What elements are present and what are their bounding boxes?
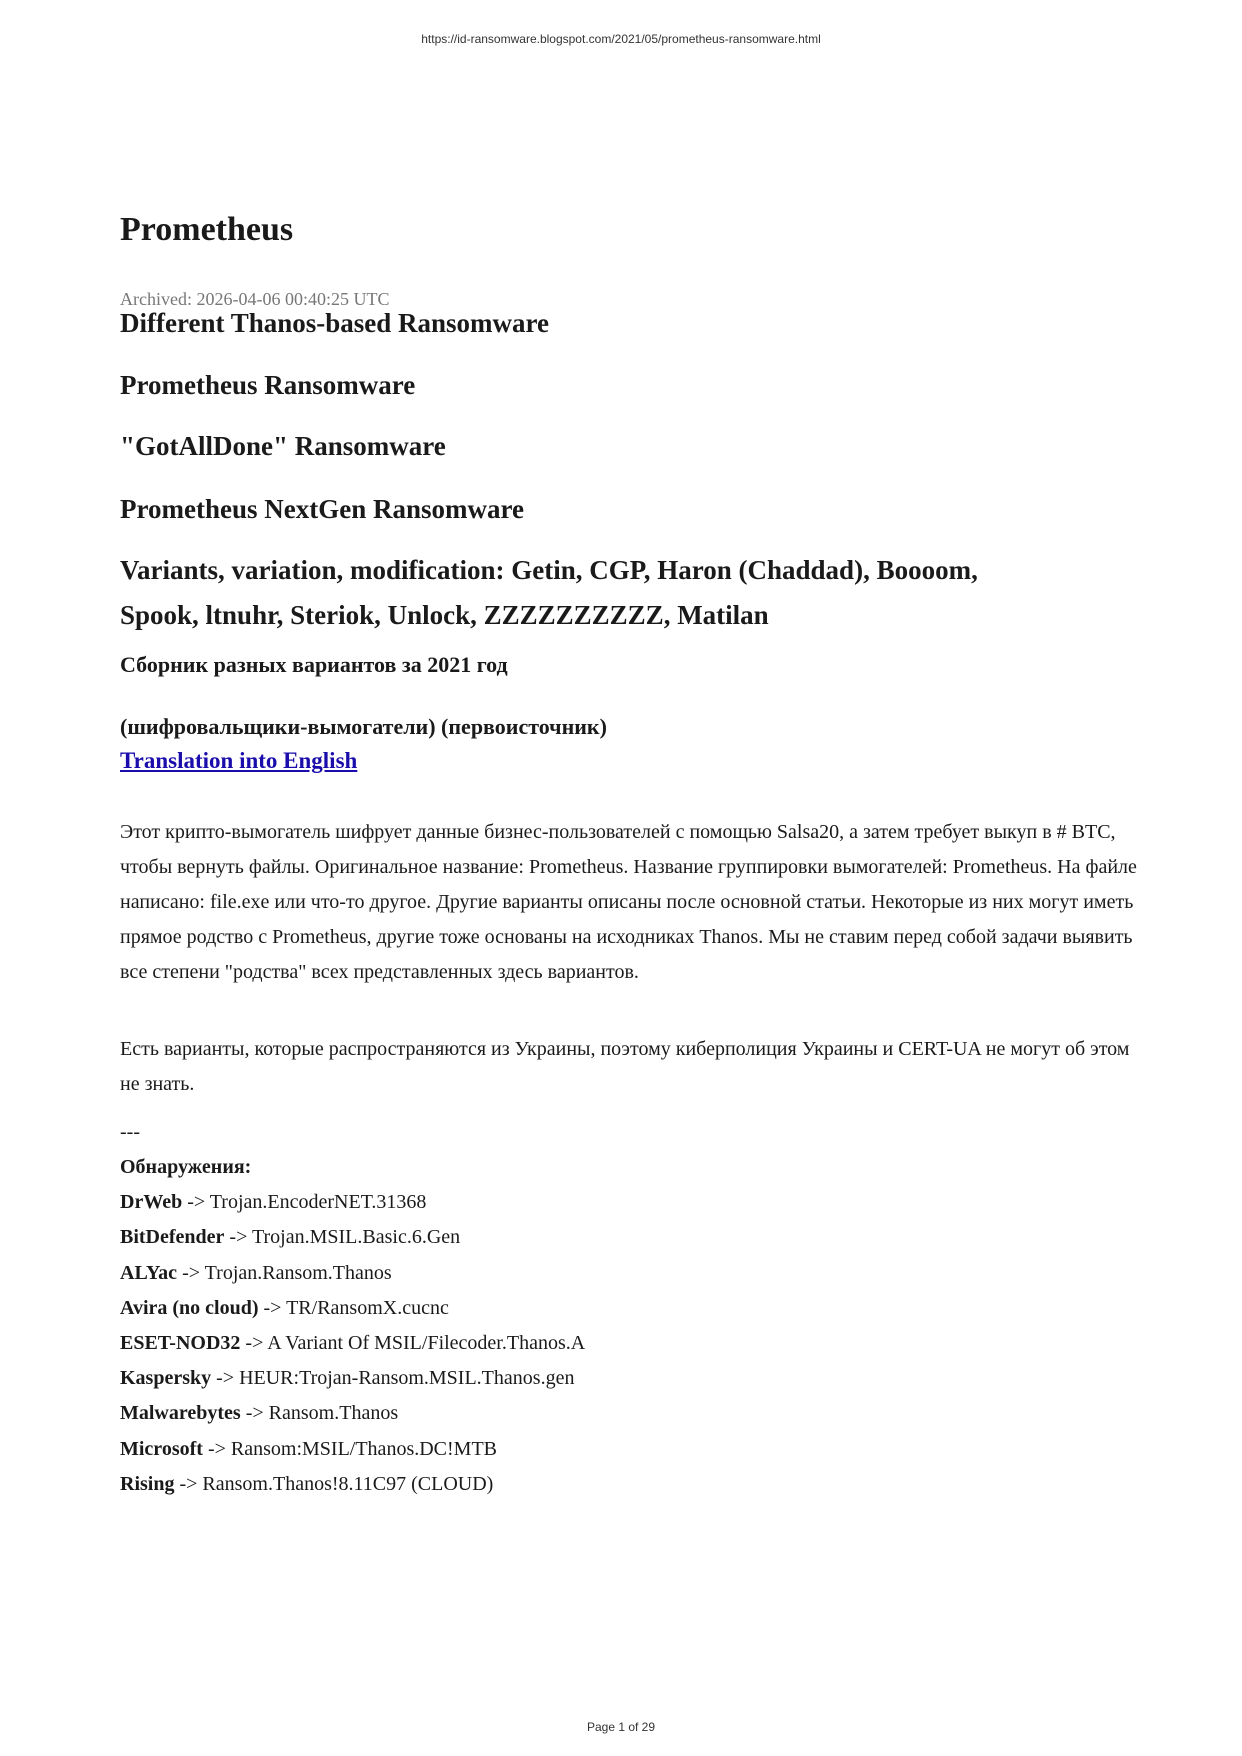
detection-arrow: -> xyxy=(177,1261,205,1284)
detection-result: Trojan.EncoderNET.31368 xyxy=(209,1191,427,1214)
detection-row xyxy=(120,1432,585,1467)
detection-arrow: -> xyxy=(182,1191,210,1214)
detection-row xyxy=(120,1185,585,1220)
detection-engine: ESET-NOD32 xyxy=(120,1332,241,1355)
detection-result: Ransom.Thanos!8.11C97 (CLOUD) xyxy=(202,1472,494,1495)
detection-row xyxy=(120,1256,585,1291)
detection-engine: Kaspersky xyxy=(120,1367,212,1390)
detection-arrow: -> xyxy=(224,1226,252,1249)
detection-result: Ransom.Thanos xyxy=(268,1402,399,1425)
detection-engine: Malwarebytes xyxy=(120,1402,241,1425)
heading-thanos-based: Different Thanos-based Ransomware xyxy=(120,308,550,338)
heading-gotalldone: "GotAllDone" Ransomware xyxy=(120,431,446,461)
ukraine-paragraph: Есть варианты, которые распространяются из Украины, поэтому киберполиция Украины и CERT-UA не могут об этом не знать. xyxy=(120,1038,1130,1095)
detection-result: Trojan.MSIL.Basic.6.Gen xyxy=(252,1226,461,1249)
detection-arrow: -> xyxy=(202,1437,231,1460)
intro-paragraph: Этот крипто-вымогатель шифрует данные бизнес-пользователей с помощью Salsa20, а затем требует выкуп в # BTC, чтобы вернуть файлы. Оригинальное название: Prometheus. Название группировки вымогателей: Prometheus. На файле написано: file.exe или что-то другое. Другие варианты описаны после основной статьи. Некоторые из них могут иметь прямое родство с Prometheus, другие тоже основаны на исходниках Thanos. Мы не ставим перед собой задачи выявить все степени "родства" всех представленных здесь вариантов. xyxy=(120,821,1137,983)
translation-link[interactable]: Translation into English xyxy=(120,748,358,773)
heading-prometheus-ransomware: Prometheus Ransomware xyxy=(120,370,416,400)
detections-title: Обнаружения: xyxy=(120,1156,252,1178)
detection-engine: Microsoft xyxy=(120,1437,203,1460)
detection-arrow: -> xyxy=(211,1367,240,1390)
detection-result: A Variant Of MSIL/Filecoder.Thanos.A xyxy=(267,1332,586,1355)
detection-result: TR/RansomX.cucnc xyxy=(286,1296,449,1319)
subheading-source: (шифровальщики-вымогатели) (первоисточник) xyxy=(120,714,607,739)
subheading-collection: Сборник разных вариантов за 2021 год xyxy=(120,652,508,677)
detection-engine: Rising xyxy=(120,1472,175,1495)
detection-arrow: -> xyxy=(174,1472,203,1495)
detection-engine: DrWeb xyxy=(120,1191,183,1214)
detection-engine: BitDefender xyxy=(120,1226,225,1249)
detection-row xyxy=(120,1467,585,1502)
detection-arrow: -> xyxy=(240,1402,269,1425)
separator: --- xyxy=(120,1121,140,1143)
detections-list xyxy=(120,1150,585,1502)
detection-result: Ransom:MSIL/Thanos.DC!MTB xyxy=(230,1437,498,1460)
detection-result: Trojan.Ransom.Thanos xyxy=(204,1261,392,1284)
detection-arrow: -> xyxy=(240,1332,268,1355)
detection-engine: Avira (no cloud) xyxy=(120,1296,259,1319)
detection-row xyxy=(120,1396,585,1431)
archived-timestamp: Archived: 2026-04-06 00:40:25 UTC xyxy=(120,289,390,309)
detection-row xyxy=(120,1326,585,1361)
page-number: Page 1 of 29 xyxy=(586,1720,656,1734)
detection-row xyxy=(120,1361,585,1396)
detection-row xyxy=(120,1220,585,1255)
detection-engine: ALYac xyxy=(120,1261,178,1284)
page-title: Prometheus xyxy=(120,211,294,248)
source-url: https://id-ransomware.blogspot.com/2021/05/prometheus-ransomware.html xyxy=(421,32,821,46)
detection-arrow: -> xyxy=(258,1296,287,1319)
heading-prometheus-nextgen: Prometheus NextGen Ransomware xyxy=(120,494,524,524)
variants-heading-line1: Variants, variation, modification: Getin, CGP, Haron (Chaddad), Boooom, xyxy=(120,555,978,585)
detection-result: HEUR:Trojan-Ransom.MSIL.Thanos.gen xyxy=(239,1367,575,1390)
variants-heading-line2: Spook, ltnuhr, Steriok, Unlock, ZZZZZZZZZZ, Matilan xyxy=(120,600,769,630)
detection-row xyxy=(120,1291,585,1326)
